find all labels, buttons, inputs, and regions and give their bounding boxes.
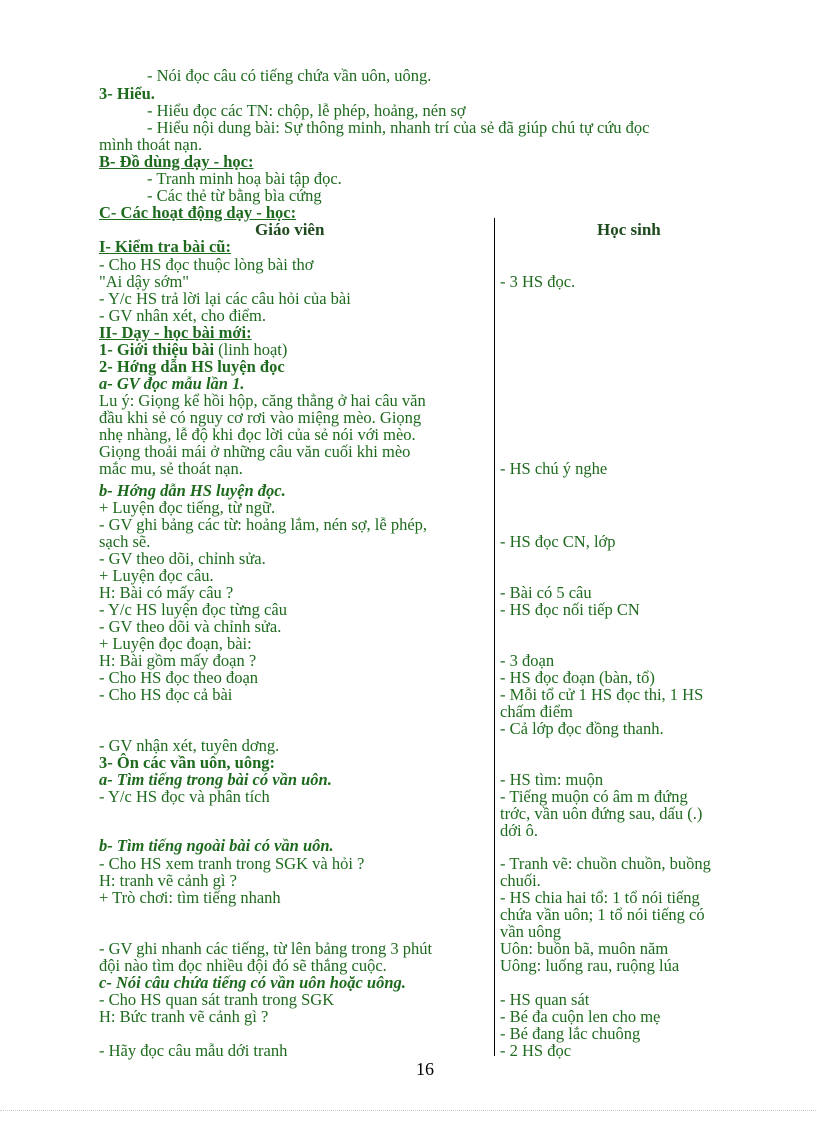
- right-line: - 3 HS đọc.: [500, 272, 576, 291]
- left-line: - GV nhân xét, cho điểm.: [99, 306, 266, 325]
- right-line: vần uông: [500, 922, 561, 941]
- left-line: (linh hoạt): [218, 340, 288, 359]
- right-line: - 3 đoạn: [500, 651, 555, 670]
- left-line: - Y/c HS đọc và phân tích: [99, 787, 270, 806]
- right-line: - HS đọc đoạn (bàn, tổ): [500, 668, 655, 687]
- intro-line: - Hiểu nội dung bài: Sự thông minh, nhanh trí của sẻ đã giúp chú tự cứu đọc: [147, 118, 650, 137]
- left-line: - Hãy đọc câu mẫu dới tranh: [99, 1041, 288, 1060]
- right-line: - Bài có 5 câu: [500, 583, 592, 602]
- right-line: trớc, vần uôn đứng sau, dấu (.): [500, 804, 703, 823]
- left-line: - GV theo dõi và chỉnh sửa.: [99, 617, 282, 636]
- right-line: dới ô.: [500, 821, 539, 840]
- left-line: - Cho HS đọc thuộc lòng bài thơ: [99, 255, 314, 274]
- left-line: - Cho HS quan sát tranh trong SGK: [99, 990, 335, 1009]
- left-line: H: Bài có mấy câu ?: [99, 583, 234, 602]
- intro-line: - Các thẻ từ bằng bìa cứng: [147, 186, 322, 205]
- left-line: đội nào tìm đọc nhiều đội đó sẽ thắng cuộc.: [99, 956, 387, 975]
- left-heading: II- Dạy - học bài mới:: [99, 323, 252, 342]
- intro-line: - Hiểu đọc các TN: chộp, lễ phép, hoảng, nén sợ: [147, 101, 466, 120]
- right-line: Uôn: buồn bã, muôn năm: [500, 939, 669, 958]
- left-line: + Luyện đọc câu.: [99, 566, 214, 585]
- left-heading: 1- Giới thiệu bài: [99, 340, 215, 359]
- left-heading: I- Kiểm tra bài cũ:: [99, 237, 231, 256]
- left-line: đầu khi sẻ có nguy cơ rơi vào miệng mèo. Giọng: [99, 408, 422, 427]
- page-bottom-border: [0, 1110, 816, 1111]
- left-line: - Cho HS đọc cả bài: [99, 685, 233, 704]
- column-divider: [494, 218, 495, 1056]
- left-line: nhẹ nhàng, lễ độ khi đọc lời của sẻ nói với mèo.: [99, 425, 416, 444]
- left-line: sạch sẽ.: [99, 532, 151, 551]
- left-line: "Ai dậy sớm": [99, 272, 190, 291]
- section-heading: B- Đồ dùng dạy - học:: [99, 152, 254, 171]
- right-line: - Mỗi tổ cử 1 HS đọc thi, 1 HS: [500, 685, 704, 704]
- left-heading: a- GV đọc mẫu lần 1.: [99, 374, 245, 393]
- left-line: - Y/c HS luyện đọc từng câu: [99, 600, 287, 619]
- intro-line: - Nói đọc câu có tiếng chứa vần uôn, uông.: [147, 66, 432, 85]
- left-line: H: tranh vẽ cảnh gì ?: [99, 871, 237, 890]
- right-line: chuối.: [500, 871, 541, 890]
- left-line: Lu ý: Giọng kể hồi hộp, căng thẳng ở hai câu văn: [99, 391, 426, 410]
- right-line: - HS quan sát: [500, 990, 590, 1009]
- intro-line: mình thoát nạn.: [99, 135, 203, 154]
- intro-line: - Tranh minh hoạ bài tập đọc.: [147, 169, 342, 188]
- left-line: - GV nhận xét, tuyên dơng.: [99, 736, 280, 755]
- right-line: - Bé đang lắc chuông: [500, 1024, 641, 1043]
- left-line: Giọng thoải mái ở những câu văn cuối khi mèo: [99, 442, 411, 461]
- right-line: chứa vần uôn; 1 tổ nói tiếng có: [500, 905, 705, 924]
- right-line: - 2 HS đọc: [500, 1041, 572, 1060]
- left-line: - GV ghi bảng các từ: hoảng lắm, nén sợ, lễ phép,: [99, 515, 428, 534]
- left-line: H: Bài gồm mấy đoạn ?: [99, 651, 257, 670]
- right-line: - HS chú ý nghe: [500, 459, 608, 478]
- left-line: [99, 341, 287, 358]
- left-line: + Luyện đọc đoạn, bài:: [99, 634, 252, 653]
- page-number: 16: [416, 1059, 434, 1079]
- left-line: mắc mu, sẻ thoát nạn.: [99, 459, 243, 478]
- left-line: - GV theo dõi, chỉnh sửa.: [99, 549, 266, 568]
- right-line: - HS tìm: muộn: [500, 770, 604, 789]
- right-line: - Tranh vẽ: chuồn chuồn, buồng: [500, 854, 711, 873]
- left-heading: 3- Ôn các vần uôn, uông:: [99, 753, 276, 772]
- right-line: - Cả lớp đọc đồng thanh.: [500, 719, 664, 738]
- left-line: - Cho HS xem tranh trong SGK và hỏi ?: [99, 854, 365, 873]
- left-line: - Cho HS đọc theo đoạn: [99, 668, 259, 687]
- right-line: Uông: luống rau, ruộng lúa: [500, 956, 680, 975]
- section-heading: C- Các hoạt động dạy - học:: [99, 203, 297, 222]
- student-column-header: Học sinh: [597, 220, 661, 239]
- left-line: H: Bức tranh vẽ cảnh gì ?: [99, 1007, 269, 1026]
- right-line: - HS đọc CN, lớp: [500, 532, 616, 551]
- right-line: - Tiếng muộn có âm m đứng: [500, 787, 688, 806]
- left-line: + Trò chơi: tìm tiếng nhanh: [99, 888, 281, 907]
- left-line: + Luyện đọc tiếng, từ ngữ.: [99, 498, 276, 517]
- left-line: - GV ghi nhanh các tiếng, từ lên bảng trong 3 phút: [99, 939, 433, 958]
- right-line: - HS chia hai tổ: 1 tổ nói tiếng: [500, 888, 700, 907]
- left-heading: a- Tìm tiếng trong bài có vần uôn.: [99, 770, 332, 789]
- right-line: - Bé đa cuộn len cho mẹ: [500, 1007, 661, 1026]
- left-heading: b- Hớng dẫn HS luyện đọc.: [99, 481, 286, 500]
- left-heading: 2- Hớng dẫn HS luyện đọc: [99, 357, 285, 376]
- right-line: chấm điểm: [500, 702, 573, 721]
- section-heading: 3- Hiểu.: [99, 84, 155, 103]
- left-line: - Y/c HS trả lời lại các câu hỏi của bài: [99, 289, 351, 308]
- teacher-column-header: Giáo viên: [255, 220, 325, 239]
- left-heading: c- Nói câu chứa tiếng có vần uôn hoặc uông.: [99, 973, 406, 992]
- left-heading: b- Tìm tiếng ngoài bài có vần uôn.: [99, 836, 334, 855]
- right-line: - HS đọc nối tiếp CN: [500, 600, 640, 619]
